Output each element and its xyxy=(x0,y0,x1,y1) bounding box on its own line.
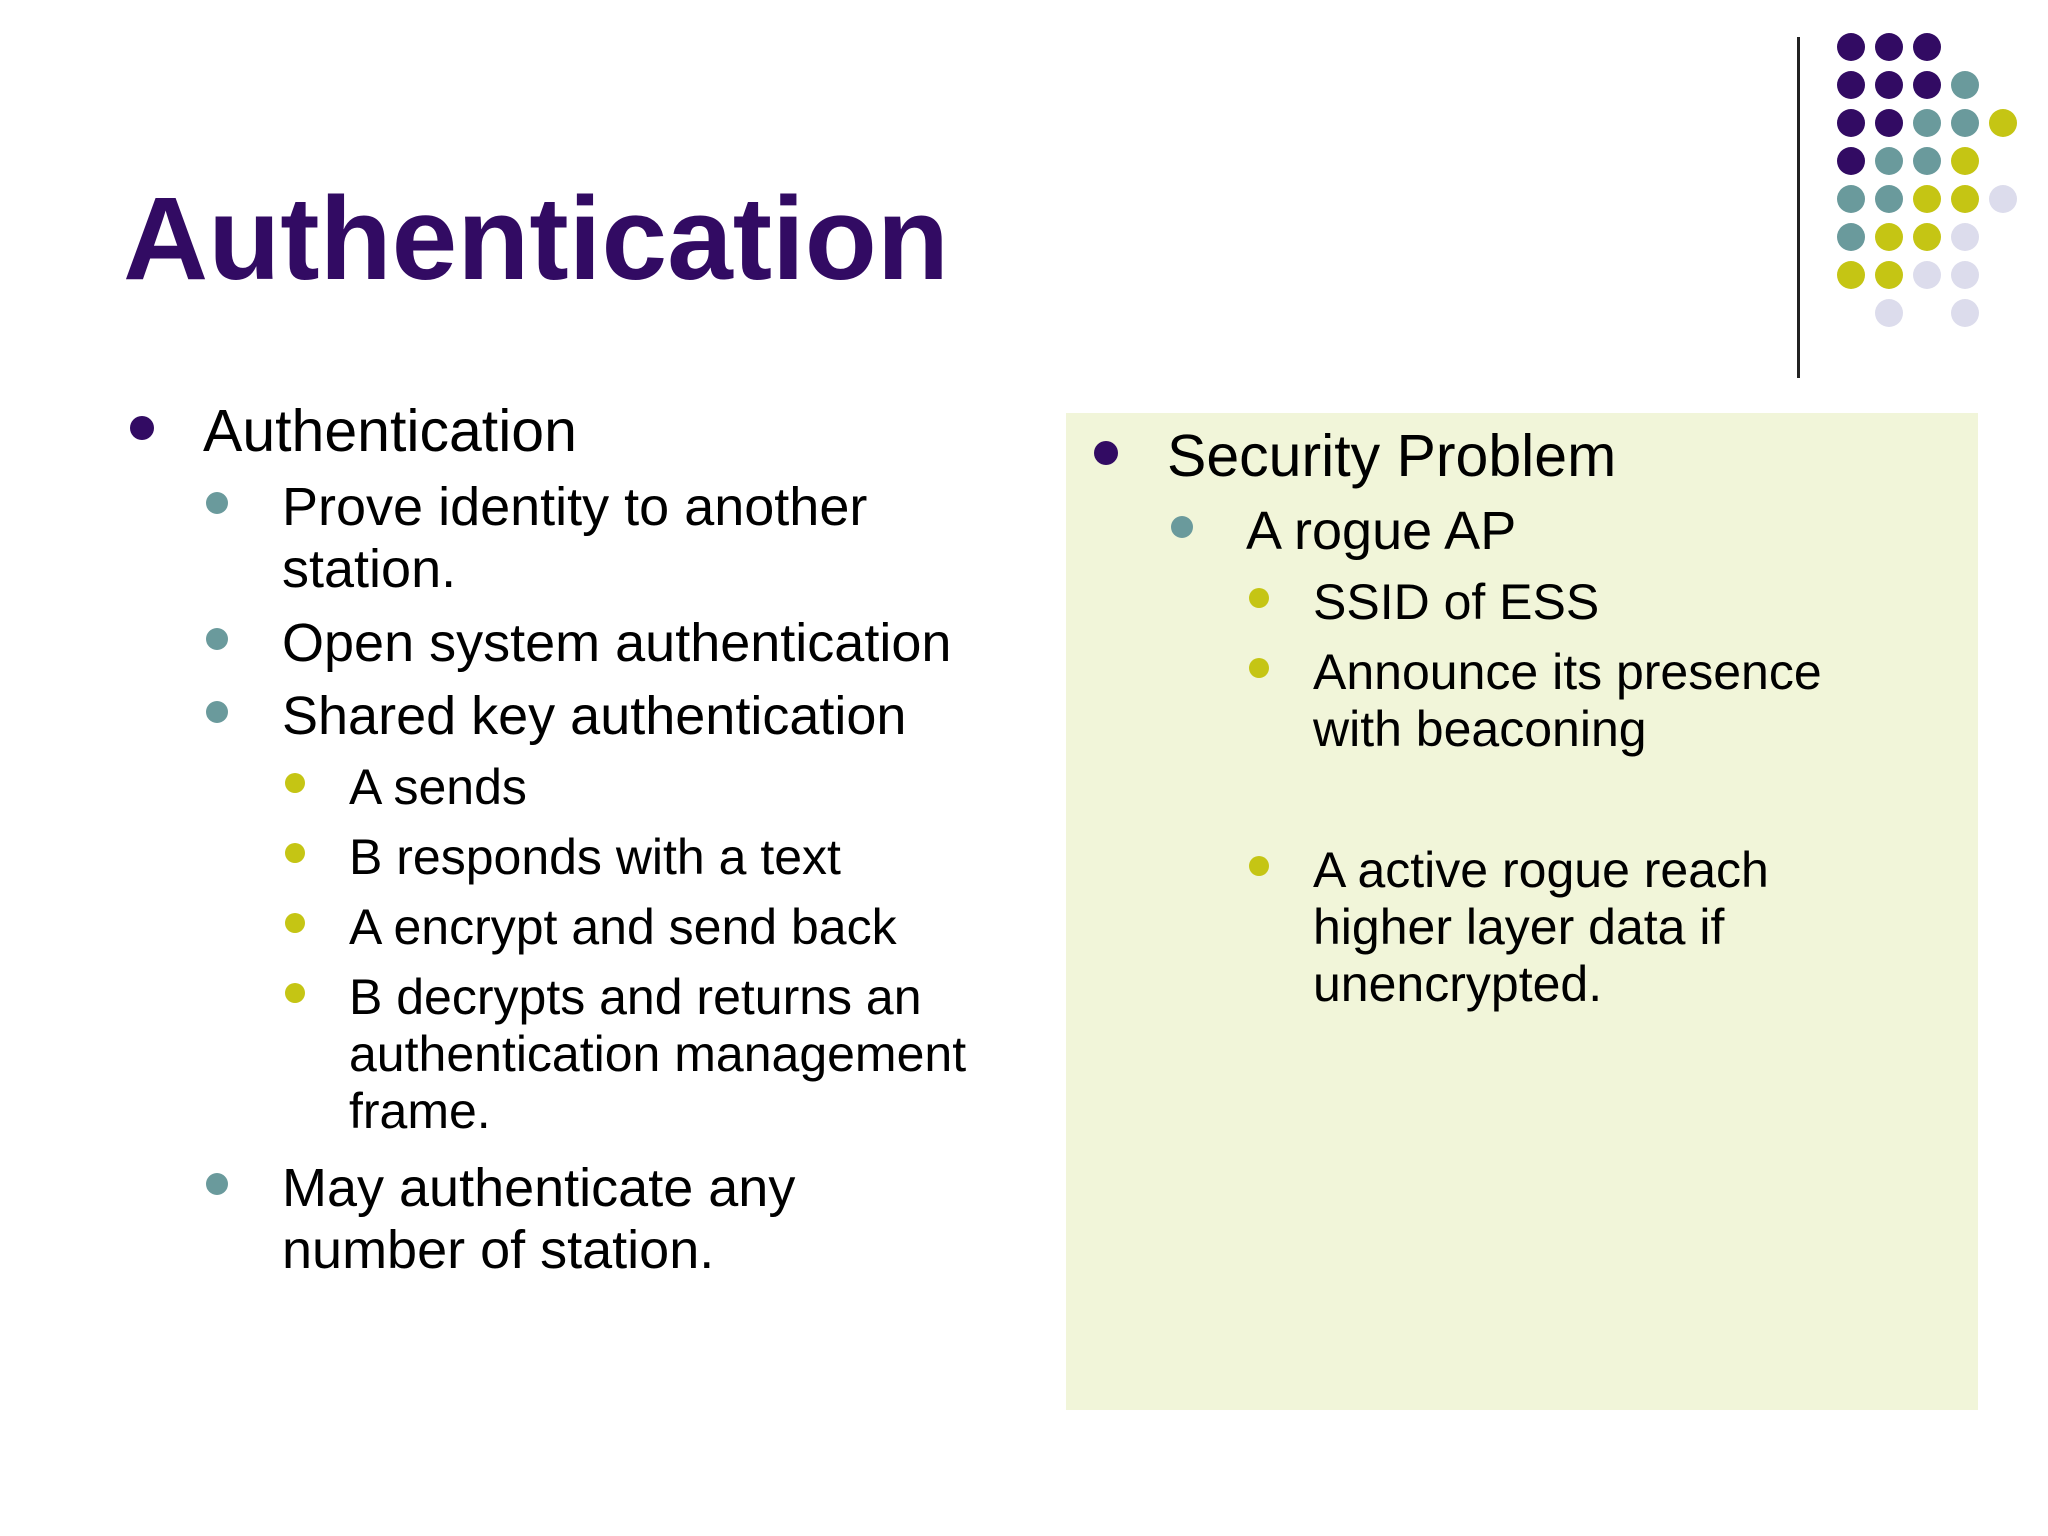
right-subheading: A rogue AP xyxy=(1246,501,1517,561)
decorative-dot xyxy=(1913,223,1941,251)
decorative-dot xyxy=(1875,71,1903,99)
left-item-prove-identity: Prove identity to another station. xyxy=(282,477,868,599)
bullet-icon xyxy=(285,843,305,863)
decorative-dot xyxy=(1875,261,1903,289)
point-ssid: SSID of ESS xyxy=(1313,574,1600,630)
step-a-encrypt: A encrypt and send back xyxy=(349,899,897,955)
decorative-dot xyxy=(1913,147,1941,175)
bullet-icon xyxy=(206,628,228,650)
left-item-shared-key: Shared key authentication xyxy=(282,686,907,746)
bullet-icon xyxy=(285,913,305,933)
decorative-dot xyxy=(1913,71,1941,99)
decorative-dot xyxy=(1951,147,1979,175)
step-a-sends: A sends xyxy=(349,759,527,815)
point-announce: Announce its presence with beaconing xyxy=(1313,644,1822,757)
bullet-icon xyxy=(206,492,228,514)
decorative-dot xyxy=(1875,299,1903,327)
decorative-dot xyxy=(1989,109,2017,137)
left-item-may-authenticate: May authenticate any number of station. xyxy=(282,1158,796,1280)
right-heading: Security Problem xyxy=(1167,423,1617,489)
bullet-icon xyxy=(1249,856,1269,876)
bullet-icon xyxy=(285,773,305,793)
decorative-dot xyxy=(1951,71,1979,99)
decorative-dot xyxy=(1837,33,1865,61)
decorative-dot xyxy=(1875,185,1903,213)
left-item-open-system: Open system authentication xyxy=(282,613,952,673)
decorative-dot xyxy=(1989,185,2017,213)
decorative-dot xyxy=(1875,223,1903,251)
decorative-dot xyxy=(1913,109,1941,137)
step-b-decrypts: B decrypts and returns an authentication management frame. xyxy=(349,969,967,1139)
left-heading: Authentication xyxy=(203,398,577,464)
point-active-rogue: A active rogue reach higher layer data if unencrypted. xyxy=(1313,842,1769,1012)
decorative-dot xyxy=(1837,71,1865,99)
decorative-dot xyxy=(1951,109,1979,137)
bullet-icon xyxy=(1171,516,1193,538)
decorative-dot xyxy=(1913,185,1941,213)
decorative-dot xyxy=(1837,109,1865,137)
decorative-dot xyxy=(1837,147,1865,175)
decorative-dot xyxy=(1951,223,1979,251)
decorative-dot xyxy=(1913,261,1941,289)
decorative-dot xyxy=(1837,223,1865,251)
bullet-icon xyxy=(285,983,305,1003)
bullet-icon xyxy=(206,701,228,723)
bullet-icon xyxy=(1094,441,1118,465)
decorative-dot xyxy=(1913,33,1941,61)
decorative-dot xyxy=(1875,109,1903,137)
bullet-icon xyxy=(130,416,154,440)
decorative-dot xyxy=(1837,261,1865,289)
bullet-icon xyxy=(206,1173,228,1195)
slide-title: Authentication xyxy=(123,173,949,305)
decorative-dot xyxy=(1875,33,1903,61)
decorative-dot xyxy=(1837,185,1865,213)
decorative-dot xyxy=(1951,185,1979,213)
decorative-dot xyxy=(1875,147,1903,175)
decorative-dot xyxy=(1951,299,1979,327)
bullet-icon xyxy=(1249,588,1269,608)
divider-line xyxy=(1797,37,1800,378)
decorative-dot xyxy=(1951,261,1979,289)
step-b-responds: B responds with a text xyxy=(349,829,841,885)
bullet-icon xyxy=(1249,658,1269,678)
